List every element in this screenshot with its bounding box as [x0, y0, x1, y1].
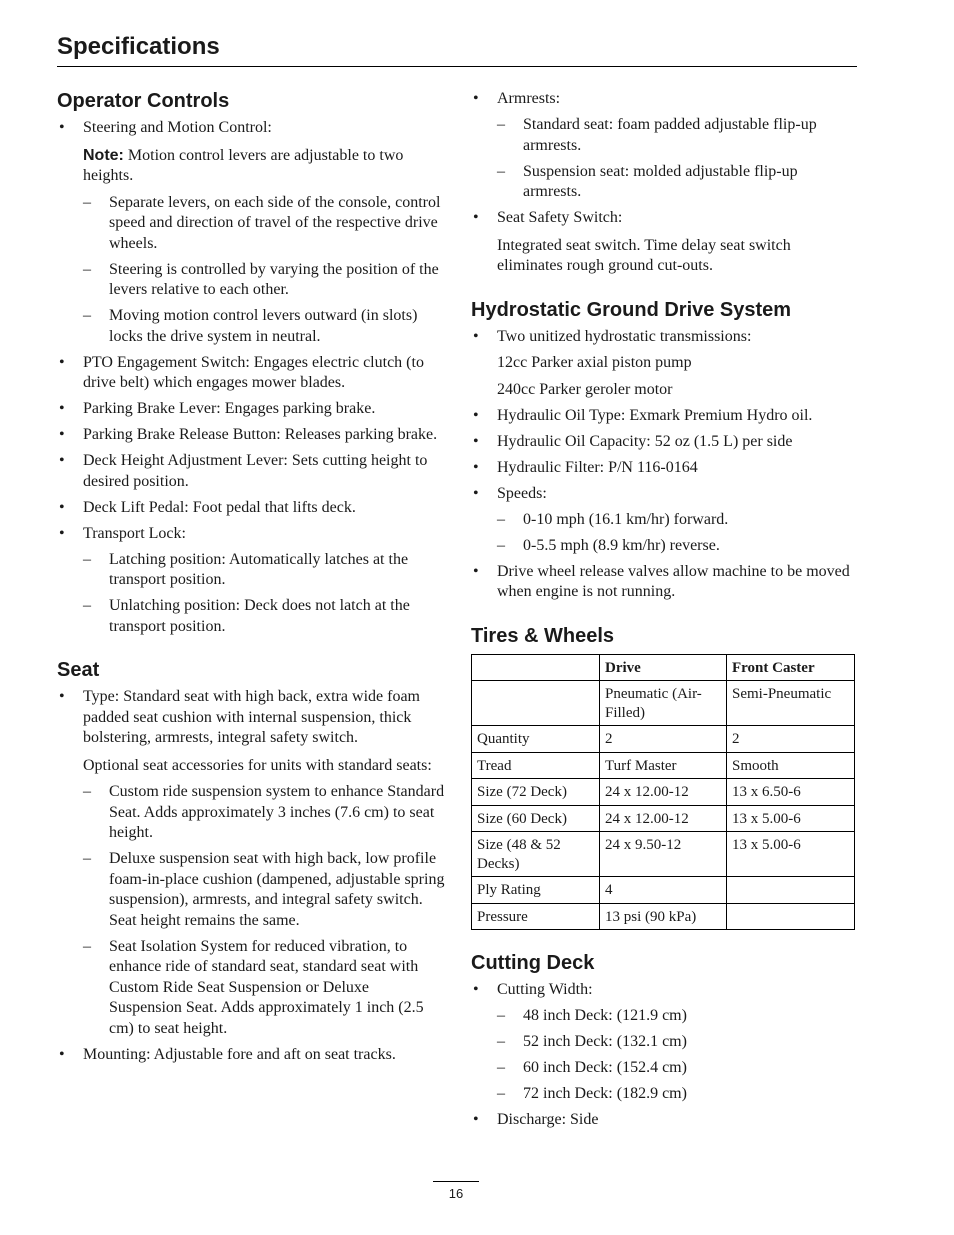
- list-item: – 0-5.5 mph (8.9 km/hr) reverse.: [497, 536, 856, 557]
- list-item: [471, 89, 856, 203]
- tires-heading: Tires & Wheels: [471, 624, 615, 647]
- list-item: • Deck Lift Pedal: Foot pedal that lifts deck.: [57, 498, 445, 519]
- list-item: [471, 980, 856, 1105]
- list-item-text: Type: Standard seat with high back, extra wide foam padded seat cushion with internal suspension, thick bolstering, armrests, integral safety switch.: [83, 688, 420, 746]
- tires-table: [471, 654, 855, 931]
- table-row: [472, 779, 855, 806]
- table-cell: [727, 877, 855, 904]
- list-item: – Custom ride suspension system to enhance Standard Seat. Adds approximately 3 inches (7.6 cm) to seat height.: [83, 782, 445, 844]
- list-item: • Discharge: Side: [471, 1110, 856, 1131]
- table-cell: Size (72 Deck): [472, 779, 600, 806]
- list-item: – 52 inch Deck: (132.1 cm): [497, 1032, 856, 1053]
- list-item: [57, 687, 445, 1039]
- cutting-width-sublist: [497, 1006, 856, 1105]
- list-item: • Hydraulic Oil Type: Exmark Premium Hydro oil.: [471, 406, 856, 427]
- list-item: – Deluxe suspension seat with high back, low profile foam-in-place cushion (dampened, adjustable spring suspension), armrests, and integral safety switch. Seat height remains the same.: [83, 849, 445, 931]
- operator-controls-list: [57, 118, 445, 637]
- table-cell: 13 x 5.00-6: [727, 805, 855, 832]
- transport-sublist: [83, 550, 445, 638]
- optional-sublist: [83, 782, 445, 1039]
- list-item: – Latching position: Automatically latches at the transport position.: [83, 550, 445, 591]
- list-item-text: Armrests:: [497, 90, 561, 107]
- table-cell: Pressure: [472, 903, 600, 930]
- table-cell: 4: [600, 877, 727, 904]
- list-item: • Parking Brake Lever: Engages parking brake.: [57, 399, 445, 420]
- optional-accessories-text: Optional seat accessories for units with standard seats:: [83, 756, 432, 774]
- table-cell: 24 x 12.00-12: [600, 805, 727, 832]
- list-item: – 0-10 mph (16.1 km/hr) forward.: [497, 510, 856, 531]
- list-item-text: Cutting Width:: [497, 981, 593, 998]
- seat-list-continued: [471, 89, 856, 277]
- list-item: • PTO Engagement Switch: Engages electric clutch (to drive belt) which engages mower blades.: [57, 353, 445, 394]
- table-row: [472, 726, 855, 753]
- table-row: [472, 877, 855, 904]
- right-column: [471, 89, 856, 1136]
- list-item: – Moving motion control levers outward (in slots) locks the drive system in neutral.: [83, 306, 445, 347]
- steering-sublist: [83, 193, 445, 348]
- table-header: [472, 654, 600, 681]
- seat-list: [57, 687, 445, 1065]
- cutting-deck-heading: Cutting Deck: [471, 952, 595, 974]
- table-cell: Pneumatic (Air-Filled): [600, 681, 727, 726]
- table-cell: 2: [600, 726, 727, 753]
- list-item: • Mounting: Adjustable fore and aft on seat tracks.: [57, 1045, 445, 1066]
- table-cell: 13 x 5.00-6: [727, 832, 855, 877]
- list-item-text: Seat Safety Switch:: [497, 209, 623, 226]
- list-item: – Suspension seat: molded adjustable flip-up armrests.: [497, 162, 856, 203]
- list-item: • Hydraulic Filter: P/N 116-0164: [471, 458, 856, 479]
- left-column: [57, 89, 445, 1071]
- list-item: • Deck Height Adjustment Lever: Sets cutting height to desired position.: [57, 451, 445, 492]
- cutting-deck-list: [471, 980, 856, 1131]
- table-cell: Tread: [472, 752, 600, 779]
- table-row: [472, 752, 855, 779]
- table-row: [472, 832, 855, 877]
- table-cell: 13 x 6.50-6: [727, 779, 855, 806]
- table-cell: Ply Rating: [472, 877, 600, 904]
- table-header: Drive: [600, 654, 727, 681]
- pump-text: 12cc Parker axial piston pump: [497, 354, 692, 371]
- list-item: – 48 inch Deck: (121.9 cm): [497, 1006, 856, 1027]
- list-item: [471, 327, 856, 401]
- safety-switch-text: Integrated seat switch. Time delay seat switch eliminates rough ground cut-outs.: [497, 236, 791, 274]
- table-cell: Quantity: [472, 726, 600, 753]
- list-item: • Drive wheel release valves allow machine to be moved when engine is not running.: [471, 562, 856, 603]
- list-item-text: Steering and Motion Control:: [83, 119, 272, 136]
- list-item: [57, 524, 445, 638]
- operator-controls-heading: Operator Controls: [57, 90, 230, 112]
- page-header: [57, 32, 857, 67]
- list-item: – Steering is controlled by varying the position of the levers relative to each other.: [83, 260, 445, 301]
- table-cell: Size (60 Deck): [472, 805, 600, 832]
- table-cell: 13 psi (90 kPa): [600, 903, 727, 930]
- hydrostatic-heading: Hydrostatic Ground Drive System: [471, 298, 792, 321]
- list-item: – Standard seat: foam padded adjustable flip-up armrests.: [497, 115, 856, 156]
- table-cell: 24 x 9.50-12: [600, 832, 727, 877]
- list-item: [57, 118, 445, 347]
- list-item: – 60 inch Deck: (152.4 cm): [497, 1058, 856, 1079]
- table-row: [472, 903, 855, 930]
- table-cell: Size (48 & 52 Decks): [472, 832, 600, 877]
- table-cell: [727, 903, 855, 930]
- table-cell: 24 x 12.00-12: [600, 779, 727, 806]
- list-item: – Unlatching position: Deck does not latch at the transport position.: [83, 596, 445, 637]
- list-item: – Seat Isolation System for reduced vibration, to enhance ride of standard seat, standard seat with Custom Ride Seat Suspension or Deluxe Suspension Seat. Adds approximately 1 inch (2.5 cm) to seat height.: [83, 937, 445, 1040]
- list-item-text: Speeds:: [497, 484, 547, 502]
- table-row: [472, 681, 855, 726]
- list-item: • Parking Brake Release Button: Releases parking brake.: [57, 425, 445, 446]
- table-header-row: [472, 654, 855, 681]
- table-cell: [472, 681, 600, 726]
- page-title: Specifications: [57, 33, 220, 60]
- table-cell: Semi-Pneumatic: [727, 681, 855, 726]
- hydrostatic-list: [471, 327, 856, 603]
- note: [83, 146, 445, 187]
- speeds-sublist: [497, 510, 856, 557]
- list-item: [471, 484, 856, 557]
- armrests-sublist: [497, 115, 856, 203]
- list-item-text: Transport Lock:: [83, 524, 186, 542]
- table-header: Front Caster: [727, 654, 855, 681]
- table-cell: Turf Master: [600, 752, 727, 779]
- seat-heading: Seat: [57, 659, 100, 681]
- page-number: 16: [433, 1181, 479, 1201]
- note-text: Motion control levers are adjustable to two heights.: [83, 146, 404, 184]
- list-item: [471, 208, 856, 277]
- list-item-text: Two unitized hydrostatic transmissions:: [497, 327, 752, 345]
- table-cell: Smooth: [727, 752, 855, 779]
- table-row: [472, 805, 855, 832]
- table-cell: 2: [727, 726, 855, 753]
- list-item: – 72 inch Deck: (182.9 cm): [497, 1084, 856, 1105]
- motor-text: 240cc Parker geroler motor: [497, 380, 673, 398]
- list-item: – Separate levers, on each side of the console, control speed and direction of travel of the respective drive wheels.: [83, 193, 445, 255]
- note-label: Note:: [83, 146, 124, 164]
- list-item: • Hydraulic Oil Capacity: 52 oz (1.5 L) per side: [471, 432, 856, 453]
